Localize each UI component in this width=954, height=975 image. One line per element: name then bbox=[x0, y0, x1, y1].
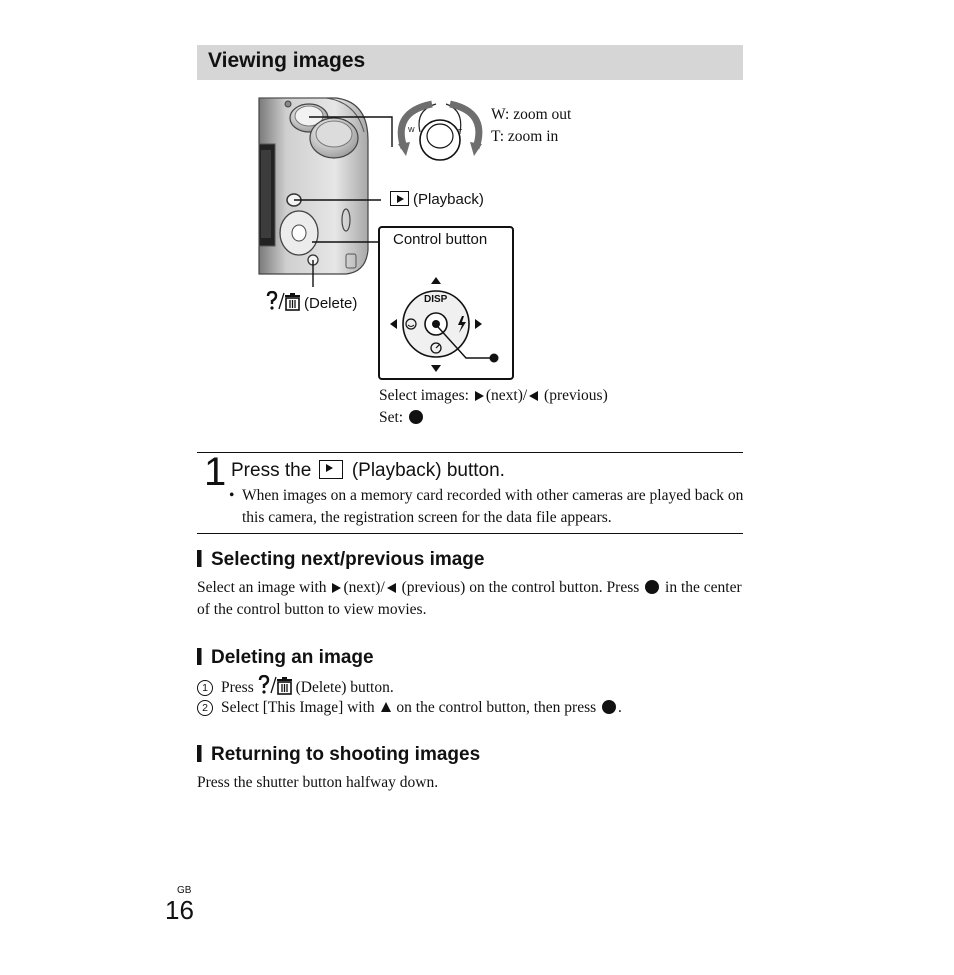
section-marker bbox=[197, 550, 203, 567]
section-body-returning: Press the shutter button halfway down. bbox=[197, 774, 439, 791]
camera-figure bbox=[196, 92, 756, 442]
step-note bbox=[229, 485, 749, 529]
step-text-after: (Playback) button. bbox=[351, 460, 505, 481]
set-dot-icon bbox=[490, 354, 499, 363]
previous-arrow-icon bbox=[387, 583, 396, 593]
select-images-caption bbox=[379, 385, 608, 407]
selecting-text-1: Select an image with bbox=[197, 579, 327, 596]
step-number: 1 bbox=[204, 450, 227, 494]
delete-label: (Delete) bbox=[304, 295, 358, 312]
disp-label: DISP bbox=[424, 294, 448, 305]
center-button-icon bbox=[409, 410, 423, 424]
delete-callout bbox=[266, 291, 357, 312]
delete-step1-text-a: Press bbox=[221, 679, 254, 696]
dial-t-label: T bbox=[458, 129, 463, 136]
section-heading-selecting bbox=[197, 549, 484, 571]
step-rule-top bbox=[197, 452, 743, 453]
page-number: 16 bbox=[165, 895, 194, 925]
delete-step1-text-b: (Delete) button. bbox=[295, 679, 394, 696]
section-body-selecting bbox=[197, 577, 747, 621]
zoom-in-label: T: zoom in bbox=[491, 128, 559, 145]
next-arrow-icon bbox=[475, 391, 484, 401]
selecting-text-4: in the center of the control button to view movies. bbox=[197, 579, 742, 618]
center-button-icon bbox=[645, 580, 659, 594]
step-circle-number: 2 bbox=[197, 700, 213, 716]
control-button-title: Control button bbox=[393, 231, 488, 248]
set-label: Set: bbox=[379, 409, 404, 426]
delete-step-2 bbox=[197, 697, 747, 719]
set-caption bbox=[379, 407, 425, 429]
section-heading-deleting bbox=[197, 647, 374, 669]
select-images-prev: (previous) bbox=[544, 387, 608, 404]
step-circle-number: 1 bbox=[197, 680, 213, 696]
delete-step-1 bbox=[197, 675, 747, 699]
selecting-text-3: (previous) on the control button. Press bbox=[401, 579, 640, 596]
section-heading-returning bbox=[197, 744, 480, 766]
section-heading-text: Deleting an image bbox=[211, 647, 374, 668]
section-marker bbox=[197, 648, 203, 665]
delete-step2-text-c: . bbox=[618, 699, 622, 716]
step-note-text: When images on a memory card recorded with other cameras are played back on this camera, the registration screen for the data file appears. bbox=[242, 487, 744, 526]
zoom-out-label: W: zoom out bbox=[491, 106, 572, 123]
region-code: GB bbox=[177, 885, 192, 896]
page-title-bar bbox=[197, 45, 743, 80]
section-heading-text: Returning to shooting images bbox=[211, 744, 481, 765]
camera-body bbox=[259, 98, 368, 274]
select-images-next: (next)/ bbox=[485, 387, 528, 404]
section-marker bbox=[197, 745, 203, 762]
delete-step2-text-b: on the control button, then press bbox=[396, 699, 597, 716]
dial-w-label: W bbox=[408, 127, 415, 134]
help-trash-icon bbox=[266, 291, 304, 311]
step-instruction bbox=[231, 460, 505, 482]
help-trash-icon bbox=[258, 675, 296, 695]
playback-icon bbox=[319, 460, 343, 479]
zoom-lever-icon bbox=[398, 104, 482, 160]
previous-arrow-icon bbox=[529, 391, 538, 401]
step-text-before: Press the bbox=[231, 460, 312, 481]
page-title: Viewing images bbox=[208, 49, 366, 72]
bullet: • bbox=[229, 487, 235, 504]
up-arrow-icon bbox=[381, 702, 391, 712]
select-images-prefix: Select images: bbox=[379, 387, 469, 404]
playback-label: (Playback) bbox=[413, 191, 484, 208]
delete-step2-text-a: Select [This Image] with bbox=[221, 699, 375, 716]
selecting-text-2: (next)/ bbox=[343, 579, 385, 596]
section-heading-text: Selecting next/previous image bbox=[211, 549, 485, 570]
step-rule-bottom bbox=[197, 533, 743, 534]
playback-icon bbox=[390, 191, 409, 206]
playback-callout bbox=[390, 191, 484, 208]
next-arrow-icon bbox=[332, 583, 341, 593]
center-button-icon bbox=[602, 700, 616, 714]
